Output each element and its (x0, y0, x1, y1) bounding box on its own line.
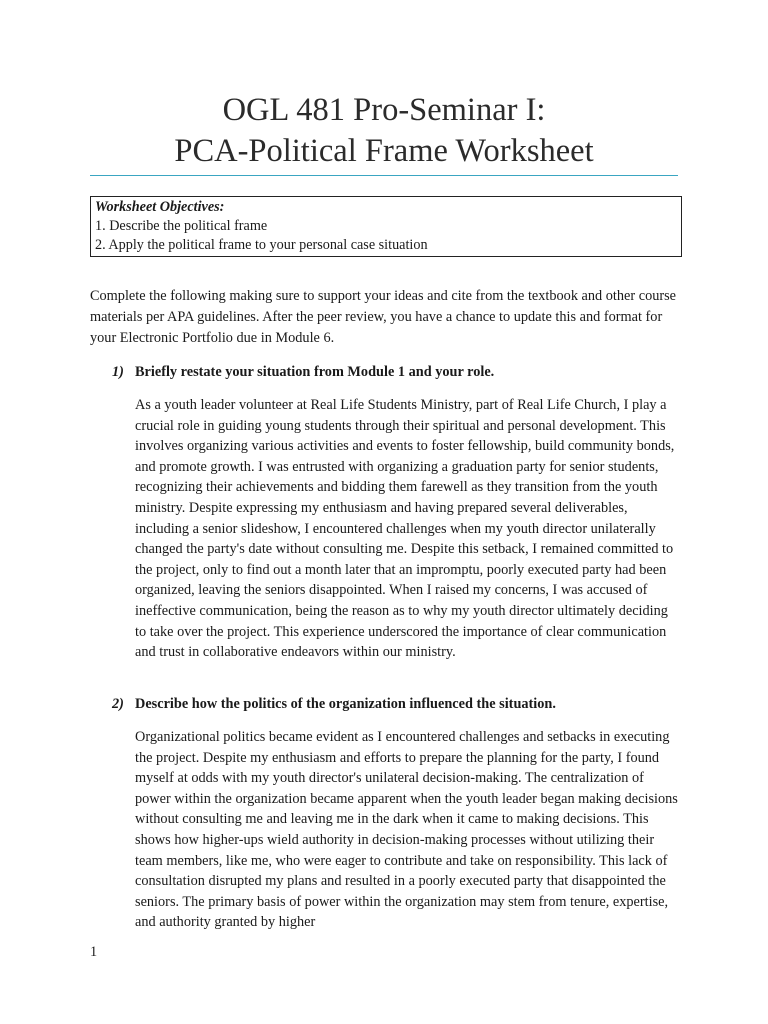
intro-paragraph: Complete the following making sure to support your ideas and cite from the textbook and other course materials per APA guidelines. After the peer review, you have a chance to update this and format for your Electronic Portfolio due in Module 6. (90, 288, 677, 346)
answer-2: Organizational politics became evident as I encountered challenges and setbacks in executing the project. Despite my enthusiasm and efforts to prepare the planning for the party, I found myself at odds with my youth director's unilateral decision-making. The centralization of power within the organization became apparent when the youth leader began making decisions without consulting me and leaving me in the dark when it came to making decisions. This shows how higher-ups wield authority in decision-making processes without utilizing their team members, like me, who were eager to contribute and take on responsibility. This lack of consultation disrupted my plans and resulted in a poorly executed party that disappointed the seniors. The primary basis of power within the organization may stem from tenure, expertise, and authority granted by higher (135, 729, 678, 931)
objective-item: 1. Describe the political frame (95, 218, 268, 234)
page-number: 1 (90, 944, 98, 960)
title-line-1: OGL 481 Pro-Seminar I: (222, 92, 546, 128)
document-title (0, 90, 768, 172)
question-2 (112, 694, 682, 714)
answer-1: As a youth leader volunteer at Real Life Students Ministry, part of Real Life Church, I play a crucial role in guiding young students through their spiritual and personal development. This involves organizing various activities and events to foster fellowship, build community bonds, and promote growth. I was entrusted with organizing a graduation party for senior students, recognizing their achievements and bidding them farewell as they transition from the youth ministry. Despite expressing my enthusiasm and having prepared several deliverables, including a senior slideshow, I encountered challenges when my youth director unilaterally changed the party's date without consulting me. Despite this setback, I remained committed to the project, only to find out a month later that an impromptu, poorly executed party had been organized, leaving the seniors disappointed. When I raised my concerns, I was accused of ineffective communication, being the reason as to why my youth director ultimately deciding to take over the project. This experience underscored the importance of clear communication and trust in collaborative endeavors within our ministry. (135, 397, 675, 661)
title-divider (90, 175, 678, 176)
objectives-heading: Worksheet Objectives: (95, 199, 225, 215)
objectives-box (90, 196, 682, 257)
question-1 (112, 362, 682, 382)
question-prompt: Describe how the politics of the organization influenced the situation. (135, 696, 556, 712)
question-prompt: Briefly restate your situation from Module 1 and your role. (135, 364, 495, 380)
title-line-2: PCA-Political Frame Worksheet (174, 133, 594, 169)
objective-item: 2. Apply the political frame to your personal case situation (95, 237, 428, 253)
question-number: 2) (112, 696, 124, 712)
question-number: 1) (112, 364, 124, 380)
